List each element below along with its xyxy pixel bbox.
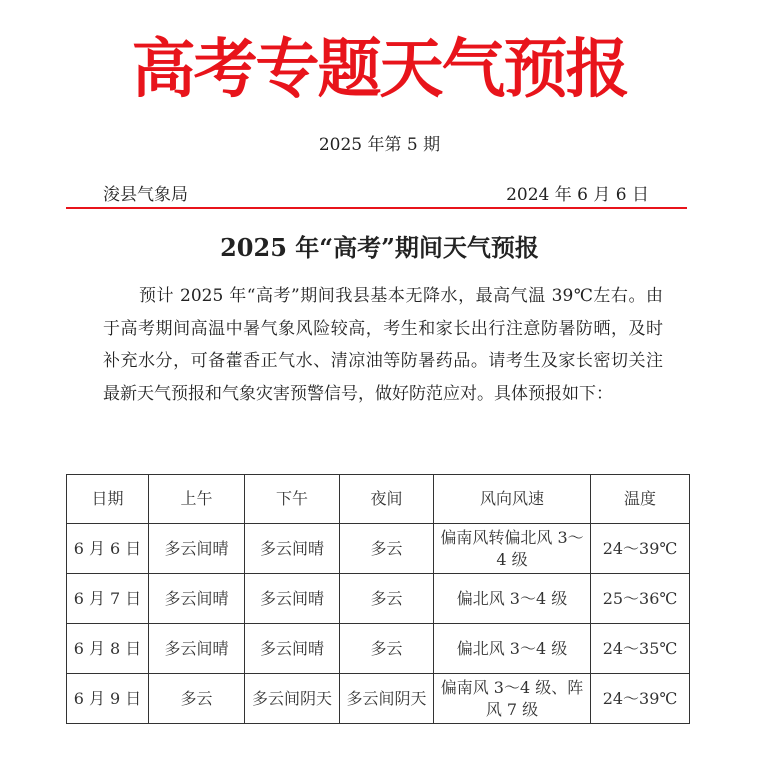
cell-wind: 偏北风 3～4 级 — [434, 624, 591, 674]
table-row — [67, 574, 690, 624]
cell-morning: 多云间晴 — [149, 524, 245, 574]
article-title: 2025 年“高考”期间天气预报 — [220, 233, 539, 262]
forecast-table — [66, 474, 690, 724]
issue-number: 2025 年第 5 期 — [318, 135, 441, 155]
table-row — [67, 674, 690, 724]
header-cell-date: 日期 — [67, 475, 149, 524]
cell-wind: 偏北风 3～4 级 — [434, 574, 591, 624]
cell-afternoon: 多云间晴 — [245, 574, 340, 624]
cell-afternoon: 多云间晴 — [245, 624, 340, 674]
cell-temperature: 25～36℃ — [591, 574, 690, 624]
header-cell-afternoon: 下午 — [245, 475, 340, 524]
cell-temperature: 24～39℃ — [591, 524, 690, 574]
masthead: 高考专题天气预报 — [131, 33, 628, 107]
header-cell-wind: 风向风速 — [434, 475, 591, 524]
intro-paragraph: 预计 2025 年“高考”期间我县基本无降水，最高气温 39℃左右。由于高考期间高温中暑气象风险较高，考生和家长出行注意防暑防晒，及时补充水分，可备藿香正气水、清凉油等防暑药品。请考生及家长密切关注最新天气预报和气象灾害预警信号，做好防范应对。具体预报如下： — [103, 286, 663, 404]
cell-temperature: 24～35℃ — [591, 624, 690, 674]
cell-night: 多云间阴天 — [340, 674, 434, 724]
cell-morning: 多云间晴 — [149, 574, 245, 624]
cell-night: 多云 — [340, 574, 434, 624]
cell-temperature: 24～39℃ — [591, 674, 690, 724]
cell-wind: 偏南风 3～4 级、阵风 7 级 — [434, 674, 591, 724]
cell-date: 6 月 9 日 — [67, 674, 149, 724]
table-row — [67, 524, 690, 574]
cell-wind: 偏南风转偏北风 3～4 级 — [434, 524, 591, 574]
cell-date: 6 月 8 日 — [67, 624, 149, 674]
cell-morning: 多云 — [149, 674, 245, 724]
cell-afternoon: 多云间晴 — [245, 524, 340, 574]
cell-date: 6 月 7 日 — [67, 574, 149, 624]
header-cell-night: 夜间 — [340, 475, 434, 524]
cell-night: 多云 — [340, 624, 434, 674]
table-row — [67, 624, 690, 674]
cell-night: 多云 — [340, 524, 434, 574]
header-cell-temperature: 温度 — [591, 475, 690, 524]
cell-morning: 多云间晴 — [149, 624, 245, 674]
header-divider — [66, 207, 687, 209]
cell-afternoon: 多云间阴天 — [245, 674, 340, 724]
table-header-row — [67, 475, 690, 524]
cell-date: 6 月 6 日 — [67, 524, 149, 574]
issue-date: 2024 年 6 月 6 日 — [506, 185, 649, 205]
header-cell-morning: 上午 — [149, 475, 245, 524]
issuing-organization: 浚县气象局 — [103, 185, 188, 205]
